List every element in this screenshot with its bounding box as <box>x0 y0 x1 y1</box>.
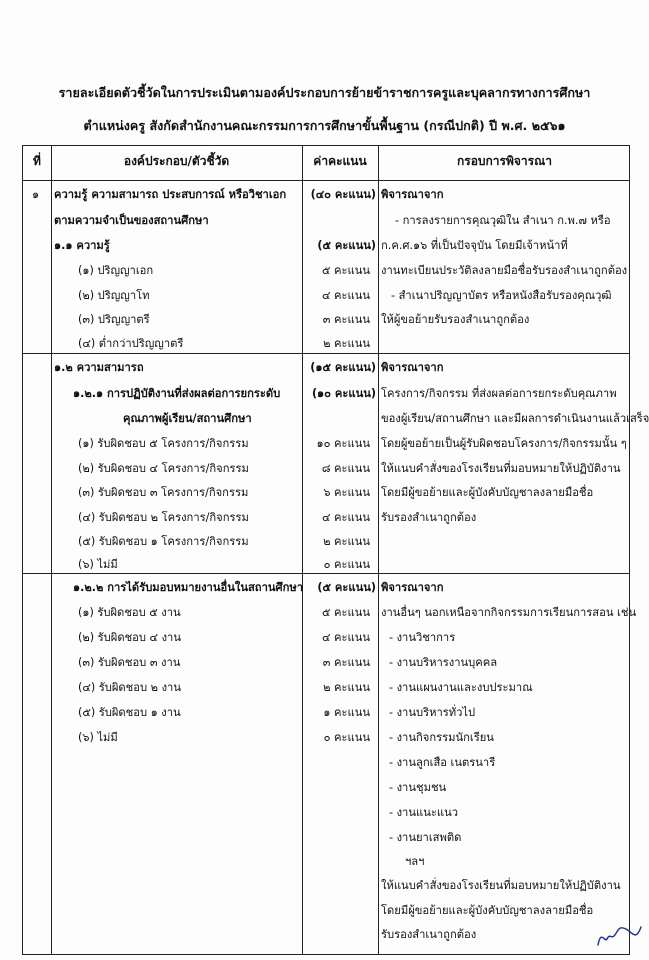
criterion-label: (๖) ไม่มี <box>78 731 118 744</box>
framework-line: รับรองสำเนาถูกต้อง <box>381 511 477 524</box>
framework-heading: พิจารณาจาก <box>381 188 444 201</box>
framework-line: - งานชุมชน <box>389 781 447 794</box>
indicator-title-cont: คุณภาพผู้เรียน/สถานศึกษา <box>123 412 252 425</box>
criterion-score: ๔ คะแนน <box>321 289 370 302</box>
framework-line: - งานแนะแนว <box>389 806 458 819</box>
criterion-label: (๑) รับผิดชอบ ๕ งาน <box>78 606 181 619</box>
criterion-score: ๖ คะแนน <box>323 486 370 499</box>
section-score: (๔๐ คะแนน) <box>310 188 376 201</box>
framework-line: โครงการ/กิจกรรม ที่ส่งผลต่อการยกระดับคุณภาพ <box>381 387 617 400</box>
indicator-title: ๑.๒.๑ การปฏิบัติงานที่ส่งผลต่อการยกระดับ <box>73 387 281 400</box>
header-component: องค์ประกอบ/ตัวชี้วัด <box>123 154 230 168</box>
framework-line: ก.ค.ศ.๑๖ ที่เป็นปัจจุบัน โดยมีเจ้าหน้าที่ <box>381 239 568 252</box>
framework-line: - งานบริหารงานบุคคล <box>389 656 498 669</box>
section-title: ความรู้ ความสามารถ ประสบการณ์ หรือวิชาเอก <box>54 188 287 201</box>
subsection-score: (๑๕ คะแนน) <box>310 361 376 374</box>
criterion-label: (๕) รับผิดชอบ ๑ งาน <box>78 706 181 719</box>
framework-line: ให้ผู้ขอย้ายรับรองสำเนาถูกต้อง <box>381 313 530 326</box>
criterion-label: (๕) รับผิดชอบ ๑ โครงการ/กิจกรรม <box>78 535 249 548</box>
indicator-score: (๕ คะแนน) <box>317 581 376 594</box>
header-framework: กรอบการพิจารณา <box>457 154 552 168</box>
document-title: รายละเอียดตัวชี้วัดในการประเมินตามองค์ประกอบการย้ายข้าราชการครูและบุคลากรทางการศึกษา <box>58 85 591 100</box>
framework-line: - งานวิชาการ <box>389 631 456 644</box>
subsection-title: ๑.๑ ความรู้ <box>54 239 110 252</box>
criterion-score: ๕ คะแนน <box>321 606 370 619</box>
framework-heading: พิจารณาจาก <box>381 361 444 374</box>
framework-line: ของผู้เรียน/สถานศึกษา และมีผลการดำเนินงานแล้วเสร็จ <box>381 412 649 425</box>
framework-line: โดยผู้ขอย้ายเป็นผู้รับผิดชอบโครงการ/กิจกรรมนั้น ๆ <box>381 437 627 450</box>
criterion-score: ๓ คะแนน <box>322 656 370 669</box>
criterion-score: ๐ คะแนน <box>323 731 370 744</box>
framework-line: - งานแผนงานและงบประมาณ <box>389 681 533 694</box>
header-no: ที่ <box>33 154 41 168</box>
criterion-label: (๑) รับผิดชอบ ๕ โครงการ/กิจกรรม <box>78 437 249 450</box>
criterion-label: (๓) ปริญญาตรี <box>78 313 150 326</box>
criterion-score: ๐ คะแนน <box>323 558 370 571</box>
framework-line: โดยมีผู้ขอย้ายและผู้บังคับบัญชาลงลายมือชื่อ <box>381 904 594 917</box>
framework-line: งานทะเบียนประวัติลงลายมือชื่อรับรองสำเนาถูกต้อง <box>381 264 628 277</box>
framework-line: ฯลฯ <box>405 855 425 868</box>
criterion-score: ๘ คะแนน <box>321 462 370 475</box>
framework-line: - งานบริหารทั่วไป <box>389 706 476 719</box>
criterion-score: ๔ คะแนน <box>321 511 370 524</box>
criterion-label: (๔) ต่ำกว่าปริญญาตรี <box>78 337 184 350</box>
criterion-label: (๓) รับผิดชอบ ๓ งาน <box>78 656 181 669</box>
criterion-score: ๒ คะแนน <box>323 337 370 350</box>
section-title-cont: ตามความจำเป็นของสถานศึกษา <box>54 214 209 227</box>
criterion-label: (๒) รับผิดชอบ ๔ โครงการ/กิจกรรม <box>78 462 249 475</box>
framework-line: งานอื่นๆ นอกเหนือจากกิจกรรมการเรียนการสอน เช่น <box>381 606 637 619</box>
criterion-label: (๔) รับผิดชอบ ๒ โครงการ/กิจกรรม <box>78 511 249 524</box>
criterion-score: ๓ คะแนน <box>322 313 370 326</box>
criterion-score: ๕ คะแนน <box>321 264 370 277</box>
framework-heading: พิจารณาจาก <box>381 581 444 594</box>
criterion-score: ๔ คะแนน <box>321 631 370 644</box>
indicator-score: (๑๐ คะแนน) <box>311 387 376 400</box>
row-number: ๑ <box>32 188 40 201</box>
criterion-score: ๑๐ คะแนน <box>316 437 370 450</box>
criterion-label: (๑) ปริญญาเอก <box>78 264 154 277</box>
criterion-score: ๑ คะแนน <box>323 706 370 719</box>
framework-line: โดยมีผู้ขอย้ายและผู้บังคับบัญชาลงลายมือชื่อ <box>381 486 594 499</box>
framework-line: ให้แนบคำสั่งของโรงเรียนที่มอบหมายให้ปฏิบัติงาน <box>381 462 621 475</box>
framework-line: - สำเนาปริญญาบัตร หรือหนังสือรับรองคุณวุฒิ <box>391 289 612 302</box>
framework-line: - การลงรายการคุณวุฒิใน สำเนา ก.พ.๗ หรือ <box>395 214 611 227</box>
criterion-label: (๒) ปริญญาโท <box>78 289 150 302</box>
criterion-score: ๒ คะแนน <box>323 681 370 694</box>
criterion-label: (๒) รับผิดชอบ ๔ งาน <box>78 631 181 644</box>
framework-line: ให้แนบคำสั่งของโรงเรียนที่มอบหมายให้ปฏิบัติงาน <box>381 879 621 892</box>
framework-line: - งานกิจกรรมนักเรียน <box>389 731 494 744</box>
document-subtitle: ตำแหน่งครู สังกัดสำนักงานคณะกรรมการการศึกษาขั้นพื้นฐาน (กรณีปกติ) ปี พ.ศ. ๒๕๖๑ <box>83 118 566 133</box>
criteria-table <box>22 145 649 955</box>
subsection-score: (๕ คะแนน) <box>317 239 376 252</box>
header-score: ค่าคะแนน <box>313 154 367 168</box>
criterion-label: (๔) รับผิดชอบ ๒ งาน <box>78 681 181 694</box>
framework-line: - งานลูกเสือ เนตรนารี <box>389 756 496 769</box>
criterion-label: (๖) ไม่มี <box>78 558 118 571</box>
framework-line: รับรองสำเนาถูกต้อง <box>381 928 477 941</box>
framework-line: - งานยาเสพติด <box>389 831 462 844</box>
handwritten-signature <box>595 915 645 955</box>
criterion-label: (๓) รับผิดชอบ ๓ โครงการ/กิจกรรม <box>78 486 249 499</box>
criterion-score: ๒ คะแนน <box>323 535 370 548</box>
subsection-title: ๑.๒ ความสามารถ <box>54 361 144 374</box>
indicator-title: ๑.๒.๒ การได้รับมอบหมายงานอื่นในสถานศึกษา <box>73 581 304 594</box>
